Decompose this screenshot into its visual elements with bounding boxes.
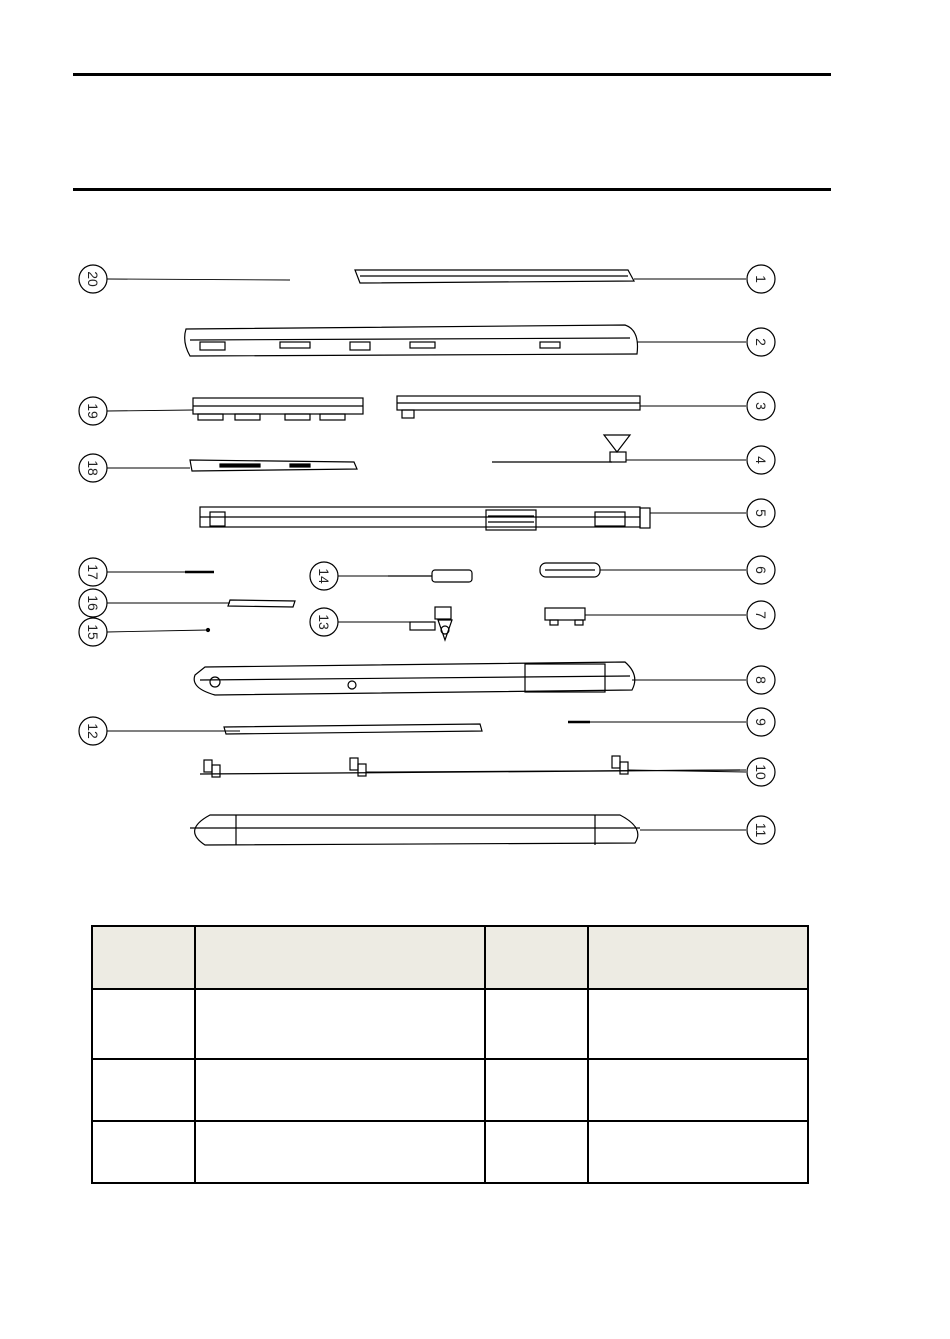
table-row bbox=[92, 1121, 808, 1183]
part-14-module bbox=[388, 570, 472, 582]
svg-text:2: 2 bbox=[753, 338, 769, 346]
callout-9 bbox=[747, 708, 775, 736]
svg-text:17: 17 bbox=[85, 564, 101, 580]
table-cell bbox=[588, 1121, 808, 1183]
callout-2 bbox=[747, 328, 775, 356]
svg-text:20: 20 bbox=[85, 271, 101, 287]
part-4-speaker bbox=[492, 435, 630, 462]
svg-text:4: 4 bbox=[753, 456, 769, 464]
table-cell bbox=[92, 1059, 195, 1121]
table-cell bbox=[485, 1121, 588, 1183]
callout-10 bbox=[747, 758, 775, 786]
header-cell bbox=[92, 926, 195, 989]
callout-19 bbox=[79, 397, 107, 425]
callout-7 bbox=[747, 601, 775, 629]
svg-text:6: 6 bbox=[753, 566, 769, 574]
svg-text:1: 1 bbox=[753, 275, 769, 283]
header-cell bbox=[195, 926, 485, 989]
svg-text:14: 14 bbox=[316, 568, 332, 584]
header-cell bbox=[485, 926, 588, 989]
table-cell bbox=[485, 1059, 588, 1121]
table-cell bbox=[588, 1059, 808, 1121]
part-2-upper-housing bbox=[185, 325, 638, 356]
callout-8 bbox=[747, 666, 775, 694]
callout-17 bbox=[79, 558, 107, 586]
callout-14 bbox=[310, 562, 338, 590]
table-cell bbox=[588, 989, 808, 1059]
svg-text:19: 19 bbox=[85, 403, 101, 419]
table-cell bbox=[195, 989, 485, 1059]
callout-15 bbox=[79, 618, 107, 646]
callout-20 bbox=[79, 265, 107, 293]
svg-text:15: 15 bbox=[85, 624, 101, 640]
part-18-board bbox=[190, 460, 357, 471]
part-13-camera bbox=[410, 607, 452, 640]
part-8-lower-housing bbox=[194, 662, 635, 695]
svg-text:11: 11 bbox=[753, 822, 769, 838]
part-12-strip bbox=[224, 724, 482, 734]
callout-13 bbox=[310, 608, 338, 636]
callout-5 bbox=[747, 499, 775, 527]
callout-4 bbox=[747, 446, 775, 474]
part-1-plate bbox=[355, 270, 634, 283]
table-cell bbox=[195, 1059, 485, 1121]
table-cell bbox=[92, 1121, 195, 1183]
svg-text:13: 13 bbox=[316, 614, 332, 630]
svg-text:8: 8 bbox=[753, 676, 769, 684]
svg-text:16: 16 bbox=[85, 595, 101, 611]
callout-18 bbox=[79, 454, 107, 482]
header-cell bbox=[588, 926, 808, 989]
callout-12 bbox=[79, 717, 107, 745]
svg-text:12: 12 bbox=[85, 723, 101, 739]
part-5-pcb bbox=[200, 507, 650, 530]
part-11-cover bbox=[190, 815, 640, 845]
table-cell bbox=[485, 989, 588, 1059]
callout-6 bbox=[747, 556, 775, 584]
callout-16 bbox=[79, 589, 107, 617]
table-row bbox=[92, 989, 808, 1059]
table-cell bbox=[195, 1121, 485, 1183]
svg-text:3: 3 bbox=[753, 402, 769, 410]
table-header-row bbox=[92, 926, 808, 989]
part-3-frame bbox=[397, 396, 640, 418]
table-row bbox=[92, 1059, 808, 1121]
svg-text:5: 5 bbox=[753, 509, 769, 517]
svg-text:10: 10 bbox=[753, 764, 769, 780]
part-16-strip bbox=[228, 600, 295, 607]
svg-text:18: 18 bbox=[85, 460, 101, 476]
part-6-battery bbox=[540, 563, 600, 577]
svg-text:7: 7 bbox=[753, 611, 769, 619]
part-7-bracket bbox=[545, 608, 585, 625]
part-19-keypad bbox=[193, 398, 363, 420]
parts-table bbox=[91, 925, 809, 1184]
callout-3 bbox=[747, 392, 775, 420]
part-10-clips bbox=[200, 756, 740, 777]
svg-text:9: 9 bbox=[753, 718, 769, 726]
leader-lines bbox=[107, 279, 746, 830]
table-cell bbox=[92, 989, 195, 1059]
callout-11 bbox=[747, 816, 775, 844]
callout-1 bbox=[747, 265, 775, 293]
